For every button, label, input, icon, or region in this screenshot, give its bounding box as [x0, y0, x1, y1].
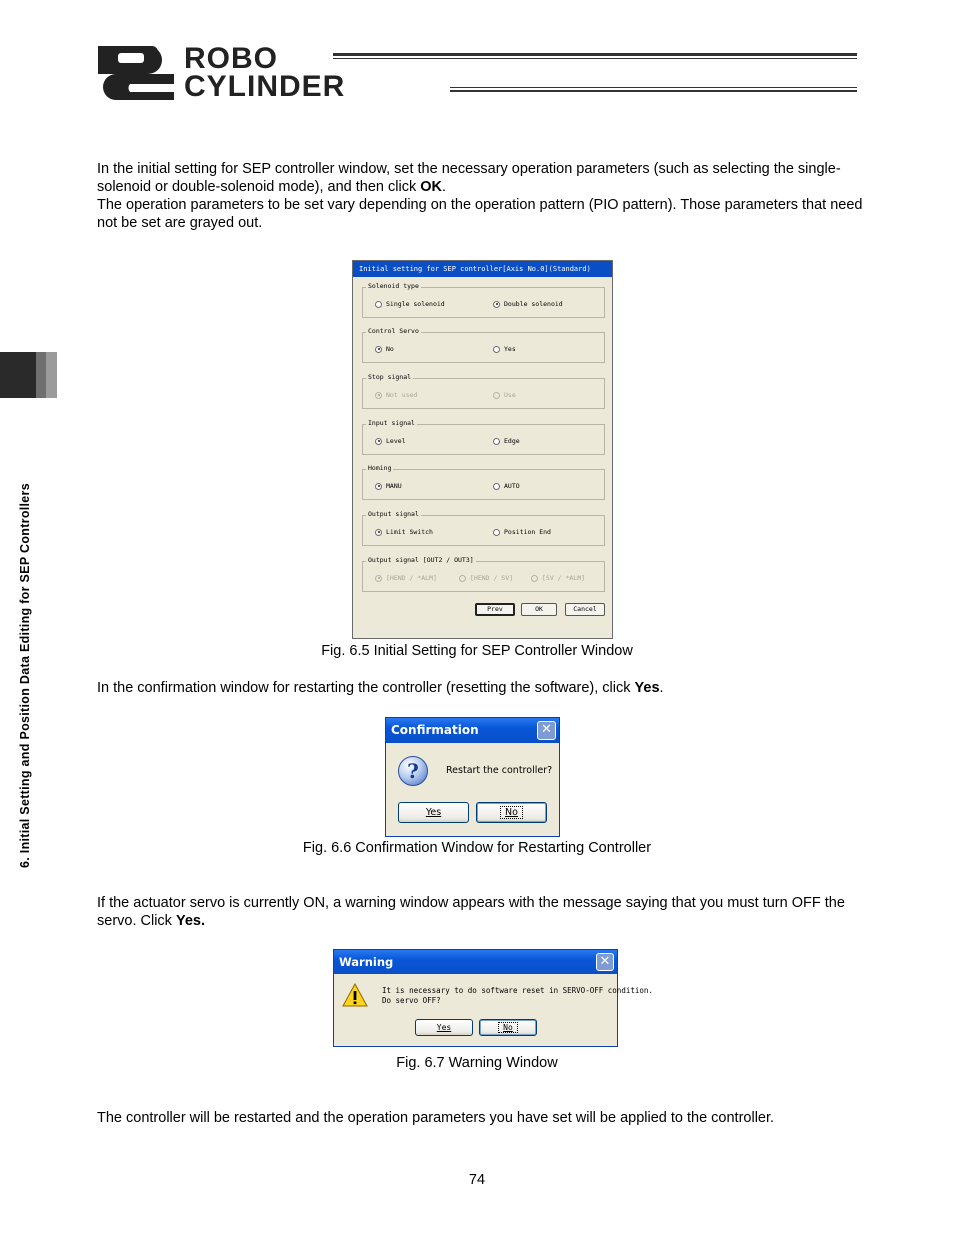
radio-button-icon[interactable] [375, 438, 382, 445]
no-button[interactable] [479, 1019, 537, 1036]
option-group [362, 373, 605, 409]
yes-button[interactable]: Yes [398, 802, 469, 823]
radio-button-icon[interactable] [375, 346, 382, 353]
warning-message-line1: It is necessary to do software reset in SERVO-OFF condition. [382, 986, 653, 995]
paragraph-text-end: . [441, 179, 447, 195]
confirmation-titlebar [386, 718, 559, 743]
paragraph-confirmation [97, 679, 867, 697]
logo-line-robo: ROBO [184, 42, 278, 75]
confirmation-title: Confirmation [391, 723, 479, 737]
paragraph-text-end: . [659, 680, 664, 696]
paragraph-restart-result: The controller will be restarted and the operation parameters you have set will be applied to the controller. [97, 1110, 775, 1126]
radio-button-icon [375, 392, 382, 399]
no-button-label: No [499, 1023, 517, 1032]
paragraph-initial-setting [97, 160, 867, 232]
radio-option[interactable] [493, 482, 520, 490]
radio-option-label: Double solenoid [504, 300, 563, 308]
option-group [362, 464, 605, 500]
radio-option[interactable] [375, 437, 406, 445]
radio-option-label: [HEND / *ALM] [386, 574, 437, 582]
figure-caption-6-7: Fig. 6.7 Warning Window [396, 1055, 558, 1071]
option-group [362, 282, 605, 318]
radio-option-label: Limit Switch [386, 528, 433, 536]
option-group-label: Control Servo [368, 327, 419, 335]
radio-button-icon[interactable] [375, 301, 382, 308]
paragraph-warning [97, 894, 867, 930]
radio-option-label: Use [504, 391, 516, 399]
option-group-label: Homing [368, 464, 392, 472]
radio-button-icon[interactable] [493, 483, 500, 490]
radio-option-label: Level [386, 437, 406, 445]
radio-option-label: Yes [504, 345, 516, 353]
radio-button-icon[interactable] [493, 438, 500, 445]
paragraph-text: In the initial setting for SEP controller window, set the necessary operation parameters (such as selecting the single-solenoid or double-solenoid mode), and then click [97, 161, 841, 195]
warning-icon [342, 983, 368, 1007]
option-group [362, 327, 605, 363]
logo-line-cylinder: CYLINDER [184, 70, 346, 103]
warning-titlebar [334, 950, 617, 974]
header-rule-top [333, 53, 857, 59]
radio-option[interactable] [375, 482, 402, 490]
radio-button-icon [493, 392, 500, 399]
option-group-label: Output signal [OUT2 / OUT3] [368, 556, 474, 564]
radio-option-label: [HEND / SV] [470, 574, 514, 582]
question-icon: ? [398, 756, 428, 786]
prev-button[interactable]: Prev [475, 603, 515, 616]
radio-button-icon[interactable] [493, 529, 500, 536]
radio-option [459, 574, 513, 582]
no-button[interactable] [476, 802, 547, 823]
close-icon[interactable]: ✕ [537, 721, 556, 740]
radio-option [375, 391, 417, 399]
no-button-label: No [501, 807, 522, 818]
radio-option[interactable] [493, 300, 563, 308]
radio-option-label: Position End [504, 528, 551, 536]
option-group [362, 510, 605, 546]
chapter-side-label: 6. Initial Setting and Position Data Editing for SEP Controllers [18, 483, 32, 868]
figure-caption-6-5: Fig. 6.5 Initial Setting for SEP Controller Window [321, 643, 633, 659]
logo-wordmark [184, 42, 346, 103]
radio-option-label: Single solenoid [386, 300, 445, 308]
radio-option-label: No [386, 345, 394, 353]
page-number: 74 [468, 1172, 486, 1188]
radio-button-icon[interactable] [375, 529, 382, 536]
radio-option[interactable] [375, 345, 394, 353]
option-group [362, 419, 605, 455]
radio-option-label: MANU [386, 482, 402, 490]
radio-button-icon[interactable] [493, 346, 500, 353]
radio-button-icon [531, 575, 538, 582]
radio-button-icon[interactable] [375, 483, 382, 490]
radio-button-icon [459, 575, 466, 582]
radio-option-label: Edge [504, 437, 520, 445]
dialog-title: Initial setting for SEP controller[Axis No.0](Standard) [353, 261, 612, 277]
radio-option-label: Not used [386, 391, 418, 399]
chapter-tab-stripe-dark [36, 352, 46, 398]
radio-option[interactable] [375, 528, 433, 536]
option-group-label: Input signal [368, 419, 415, 427]
warning-dialog [333, 949, 653, 1047]
option-group-label: Solenoid type [368, 282, 419, 290]
confirmation-dialog [385, 717, 560, 837]
option-group-label: Output signal [368, 510, 419, 518]
radio-option[interactable] [493, 437, 520, 445]
option-group-label: Stop signal [368, 373, 412, 381]
bold-ok: OK [420, 179, 442, 195]
paragraph-text: If the actuator servo is currently ON, a warning window appears with the message saying that you must turn OFF the servo. Click [97, 895, 845, 929]
radio-option [493, 391, 516, 399]
option-group [362, 556, 605, 592]
yes-button[interactable]: Yes [415, 1019, 473, 1036]
radio-option [375, 574, 437, 582]
bold-yes: Yes. [175, 913, 205, 929]
figure-caption-6-6: Fig. 6.6 Confirmation Window for Restarting Controller [302, 840, 652, 856]
radio-option-label: AUTO [504, 482, 520, 490]
paragraph-text: In the confirmation window for restarting the controller (resetting the software), click [97, 680, 635, 696]
cancel-button[interactable]: Cancel [565, 603, 605, 616]
ok-button[interactable]: OK [521, 603, 557, 616]
rc-logo-mark [96, 44, 176, 102]
radio-option-label: [SV / *ALM] [542, 574, 586, 582]
radio-button-icon[interactable] [493, 301, 500, 308]
warning-message-line2: Do servo OFF? [382, 996, 441, 1005]
radio-option[interactable] [375, 300, 445, 308]
warning-title: Warning [339, 955, 394, 969]
radio-option[interactable] [493, 528, 551, 536]
confirmation-message: Restart the controller? [446, 765, 553, 776]
close-icon[interactable]: ✕ [596, 953, 614, 971]
chapter-tab-stripe-light [46, 352, 57, 398]
header-rule-bottom [450, 87, 857, 92]
bold-yes: Yes [634, 680, 660, 696]
radio-option [531, 574, 585, 582]
radio-button-icon [375, 575, 382, 582]
radio-option[interactable] [493, 345, 516, 353]
initial-setting-dialog [352, 260, 613, 639]
paragraph-text-params: The operation parameters to be set vary depending on the operation pattern (PIO pattern). Those parameters that need not be set are grayed out. [97, 197, 863, 231]
